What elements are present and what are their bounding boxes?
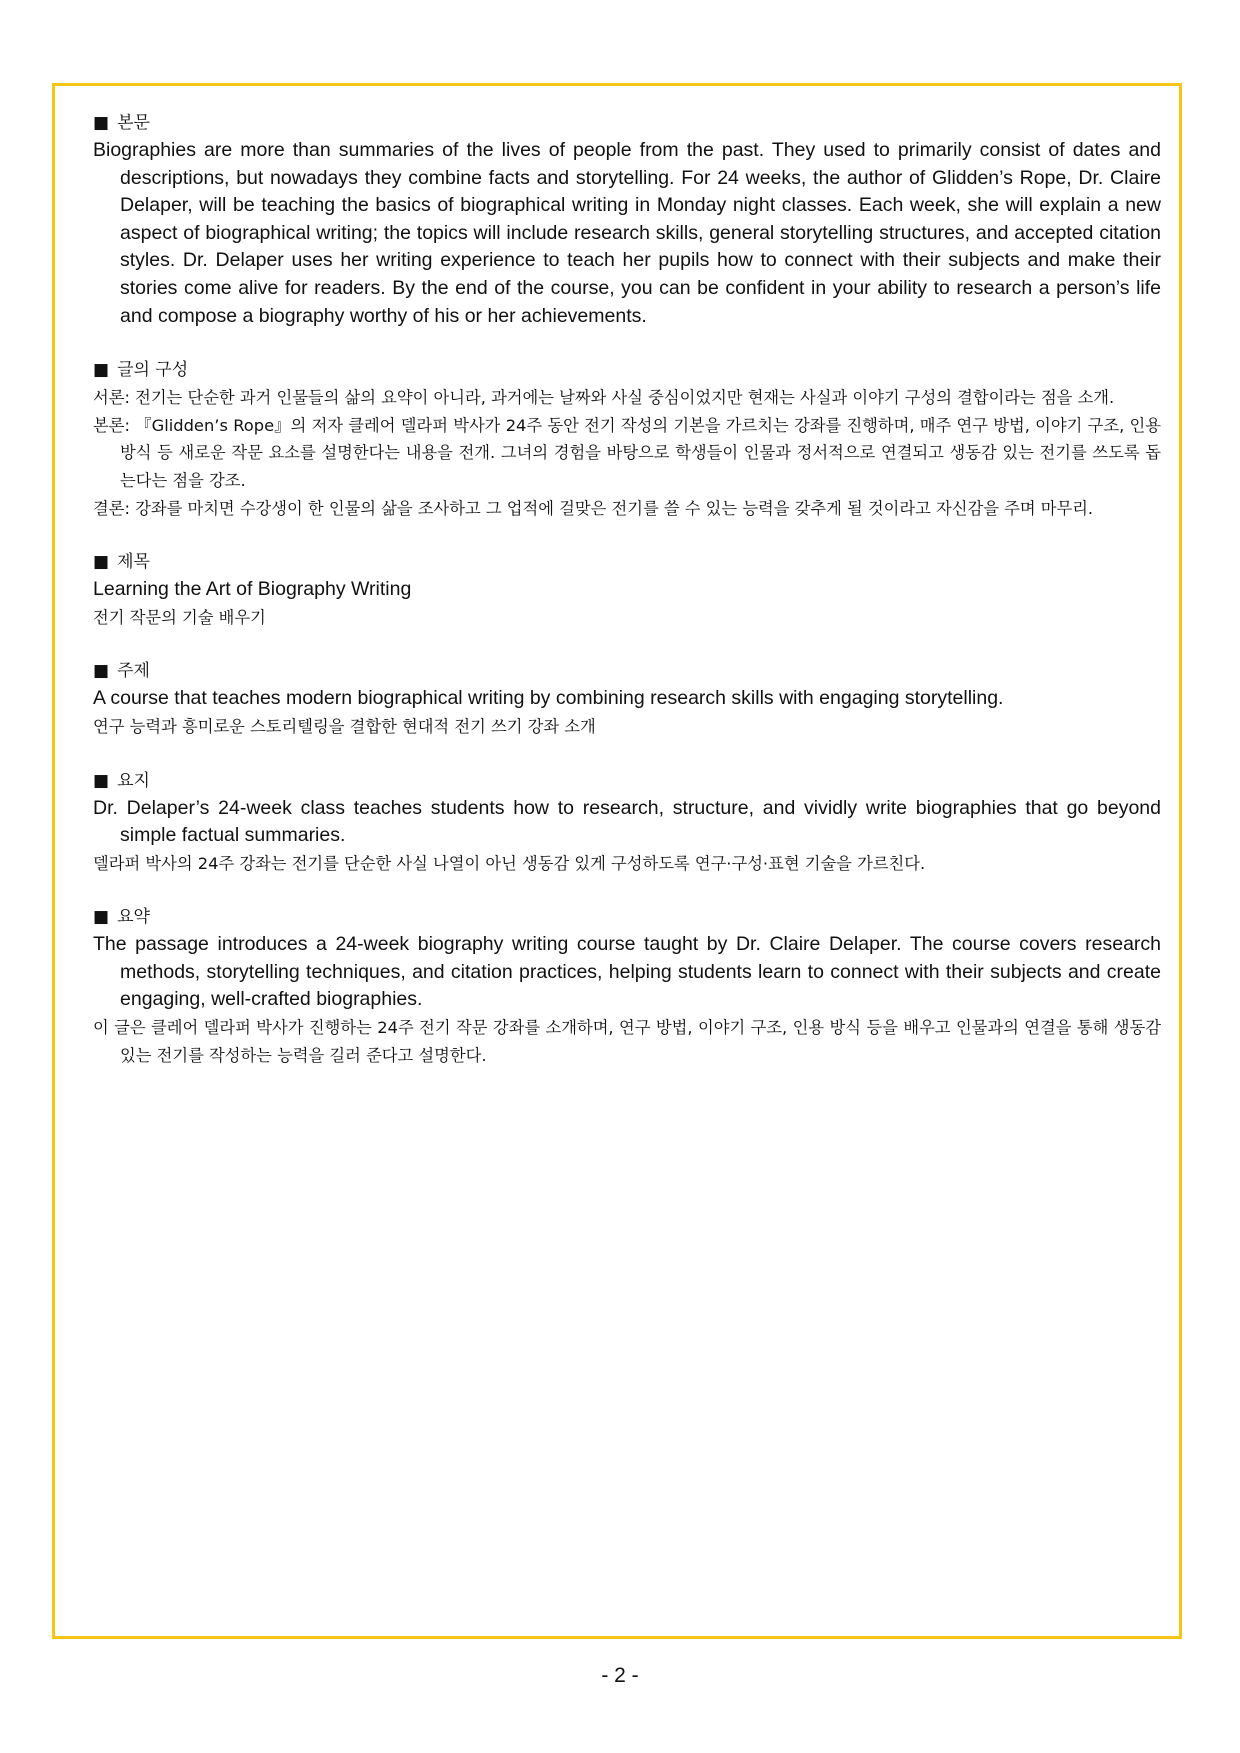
title-korean: 전기 작문의 기술 배우기 bbox=[93, 607, 266, 627]
square-bullet-icon: ■ bbox=[93, 661, 110, 682]
summary-english: The passage introduces a 24-week biography writing course taught by Dr. Claire Delaper. The course covers research methods, storytelling techniques, and citation practices, helping students learn to connect with their subjects and create engaging, well-crafted biographies. bbox=[93, 933, 1161, 1011]
section-heading bbox=[93, 904, 1161, 931]
section-heading bbox=[93, 768, 1161, 795]
square-bullet-icon: ■ bbox=[93, 360, 110, 381]
section-structure bbox=[93, 357, 1161, 522]
section-gist bbox=[93, 768, 1161, 878]
section-title bbox=[93, 549, 1161, 631]
structure-intro: 서론: 전기는 단순한 과거 인물들의 삶의 요약이 아니라, 과거에는 날짜와 사실 중심이었지만 현재는 사실과 이야기 구성의 결합이라는 점을 소개. bbox=[93, 388, 1115, 408]
heading-label: 주제 bbox=[117, 661, 150, 682]
section-heading bbox=[93, 110, 1161, 137]
topic-korean: 연구 능력과 흥미로운 스토리텔링을 결합한 현대적 전기 쓰기 강좌 소개 bbox=[93, 716, 596, 736]
title-english: Learning the Art of Biography Writing bbox=[93, 578, 412, 601]
section-summary bbox=[93, 904, 1161, 1069]
square-bullet-icon: ■ bbox=[93, 113, 110, 133]
square-bullet-icon: ■ bbox=[93, 552, 110, 573]
square-bullet-icon: ■ bbox=[93, 907, 110, 928]
document-content bbox=[93, 110, 1161, 1096]
gist-korean: 델라퍼 박사의 24주 강좌는 전기를 단순한 사실 나열이 아닌 생동감 있게 구성하도록 연구·구성·표현 기술을 가르친다. bbox=[93, 853, 926, 873]
gist-english: Dr. Delaper’s 24-week class teaches students how to research, structure, and vividly write biographies that go beyond simple factual summaries. bbox=[93, 796, 1161, 847]
heading-label: 제목 bbox=[117, 552, 150, 573]
topic-english: A course that teaches modern biographical writing by combining research skills with engaging storytelling. bbox=[93, 687, 1004, 710]
summary-korean: 이 글은 클레어 델라퍼 박사가 진행하는 24주 전기 작문 강좌를 소개하며, 연구 방법, 이야기 구조, 인용 방식 등을 배우고 인물과의 연결을 통해 생동감 있는 전기를 작성하는 능력을 길러 준다고 설명한다. bbox=[93, 1018, 1161, 1065]
square-bullet-icon: ■ bbox=[93, 770, 110, 791]
section-heading bbox=[93, 658, 1161, 685]
section-heading bbox=[93, 549, 1161, 576]
heading-label: 글의 구성 bbox=[117, 360, 189, 381]
page-number: - 2 - bbox=[601, 1664, 639, 1687]
section-topic bbox=[93, 658, 1161, 740]
section-body bbox=[93, 110, 1161, 330]
body-passage: Biographies are more than summaries of the lives of people from the past. They used to primarily consist of dates and descriptions, but nowadays they combine facts and storytelling. For 24 weeks, the author of Glidden’s Rope, Dr. Claire Delaper, will be teaching the basics of biographical writing in Monday night classes. Each week, she will explain a new aspect of biographical writing; the topics will include research skills, general storytelling structures, and accepted citation styles. Dr. Delaper uses her writing experience to teach her pupils how to connect with their subjects and make their stories come alive for readers. By the end of the course, you can be confident in your ability to research a person’s life and compose a biography worthy of his or her achievements. bbox=[93, 139, 1161, 327]
heading-label: 요약 bbox=[117, 907, 150, 928]
heading-label: 본문 bbox=[117, 113, 150, 133]
heading-label: 요지 bbox=[117, 770, 150, 791]
section-heading bbox=[93, 357, 1161, 384]
structure-main: 본론: 『Glidden’s Rope』의 저자 클레어 델라퍼 박사가 24주 동안 전기 작성의 기본을 가르치는 강좌를 진행하며, 매주 연구 방법, 이야기 구조, 인용 방식 등 새로운 작문 요소를 설명한다는 내용을 전개. 그녀의 경험을 바탕으로 학생들이 인물과 정서적으로 연결되고 생동감 있는 전기를 쓰도록 돕는다는 점을 강조. bbox=[93, 415, 1161, 490]
structure-conclusion: 결론: 강좌를 마치면 수강생이 한 인물의 삶을 조사하고 그 업적에 걸맞은 전기를 쓸 수 있는 능력을 갖추게 될 것이라고 자신감을 주며 마무리. bbox=[93, 498, 1094, 518]
